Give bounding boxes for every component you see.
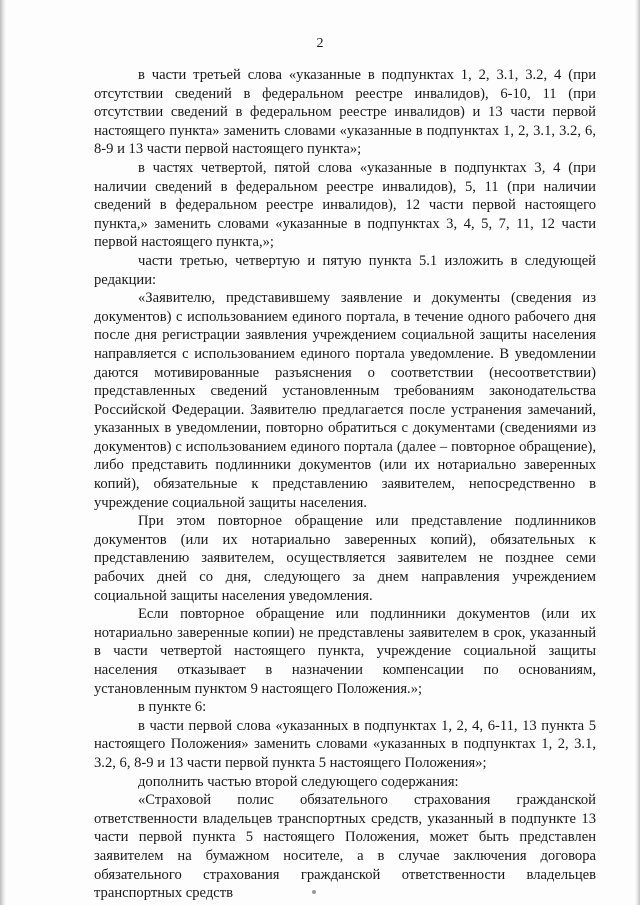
scan-speck [312,890,316,894]
scan-edge-right [635,0,640,905]
paragraph-parts-four-five: в частях четвертой, пятой слова «указанные в подпунктах 3, 4 (при наличии сведений в федеральном реестре инвалидов), 5, 11 (при наличии сведений в федеральном реестре инвалидов), 12 части первой настоящего пункта,» заменить словами «указанные в подпунктах 3, 4, 5, 7, 11, 12 части первой настоящего пункта,»; [94,159,596,251]
paragraph-point-6-heading: в пункте 6: [138,699,207,716]
paragraph-add-part-two: дополнить частью второй следующего содержания: [138,773,459,790]
scan-edge-left [0,0,6,905]
paragraph-repeat-application-deadline: При этом повторное обращение или представление подлинников документов (или их нотариально заверенных копий), обязательных к представлению заявителем, осуществляется заявителем не позднее семи рабочих дней со дня, следующего за днем направления учреждением социальной защиты населения уведомления. [94,513,596,604]
paragraph-refusal-condition: Если повторное обращение или подлинники документов (или их нотариально заверенные копии) не представлены заявителем в срок, указанный в части четвертой настоящего пункта, учреждение социальной защиты населения отказывает в назначении компенсации по основаниям, установленным пунктом 9 настоящего Положения.»; [94,606,596,697]
paragraph-part-three: в части третьей слова «указанные в подпунктах 1, 2, 3.1, 3.2, 4 (при отсутствии сведений в федеральном реестре инвалидов), 6-10, 11 (при отсутствии сведений в федеральном реестре инвалидов) и 13 части первой настоящего пункта» заменить словами «указанные в подпунктах 1, 2, 3.1, 3.2, 6, 8-9 и 13 части первой настоящего пункта»; [94,67,596,158]
document-body [94,66,596,903]
paragraph-point-5-1-intro: части третью, четвертую и пятую пункта 5.1 изложить в следующей редакции: [94,252,596,288]
paragraph-applicant-notification: «Заявителю, представившему заявление и документы (сведения из документов) с использованием единого портала, в течение одного рабочего дня после дня регистрации заявления учреждением социальной защиты населения направляется с использованием единого портала уведомление. В уведомлении даются мотивированные разъяснения о соответствии (несоответствии) представленных сведений установленным требованиям законодательства Российской Федерации. Заявителю предлагается после устранения замечаний, указанных в уведомлении, повторно обратиться с документами (сведениями из документов) с использованием единого портала (далее – повторное обращение), либо представить подлинники документов (или их нотариально заверенных копий), обязательные к представлению заявителем, непосредственно в учреждение социальной защиты населения. [94,290,596,511]
page-number: 2 [316,36,324,51]
paragraph-insurance-policy: «Страховой полис обязательного страхования гражданской ответственности владельцев транспортных средств, указанный в подпункте 13 части первой пункта 5 настоящего Положения, может быть представлен заявителем на бумажном носителе, а в случае заключения договора обязательного страхования гражданской ответственности владельцев транспортных средств [94,792,596,902]
paragraph-point-6-part-one: в части первой слова «указанных в подпунктах 1, 2, 4, 6-11, 13 пункта 5 настоящего Положения» заменить словами «указанных в подпунктах 1, 2, 3.1, 3.2, 6, 8-9 и 13 части первой пункта 5 настоящего Положения»; [94,717,596,771]
